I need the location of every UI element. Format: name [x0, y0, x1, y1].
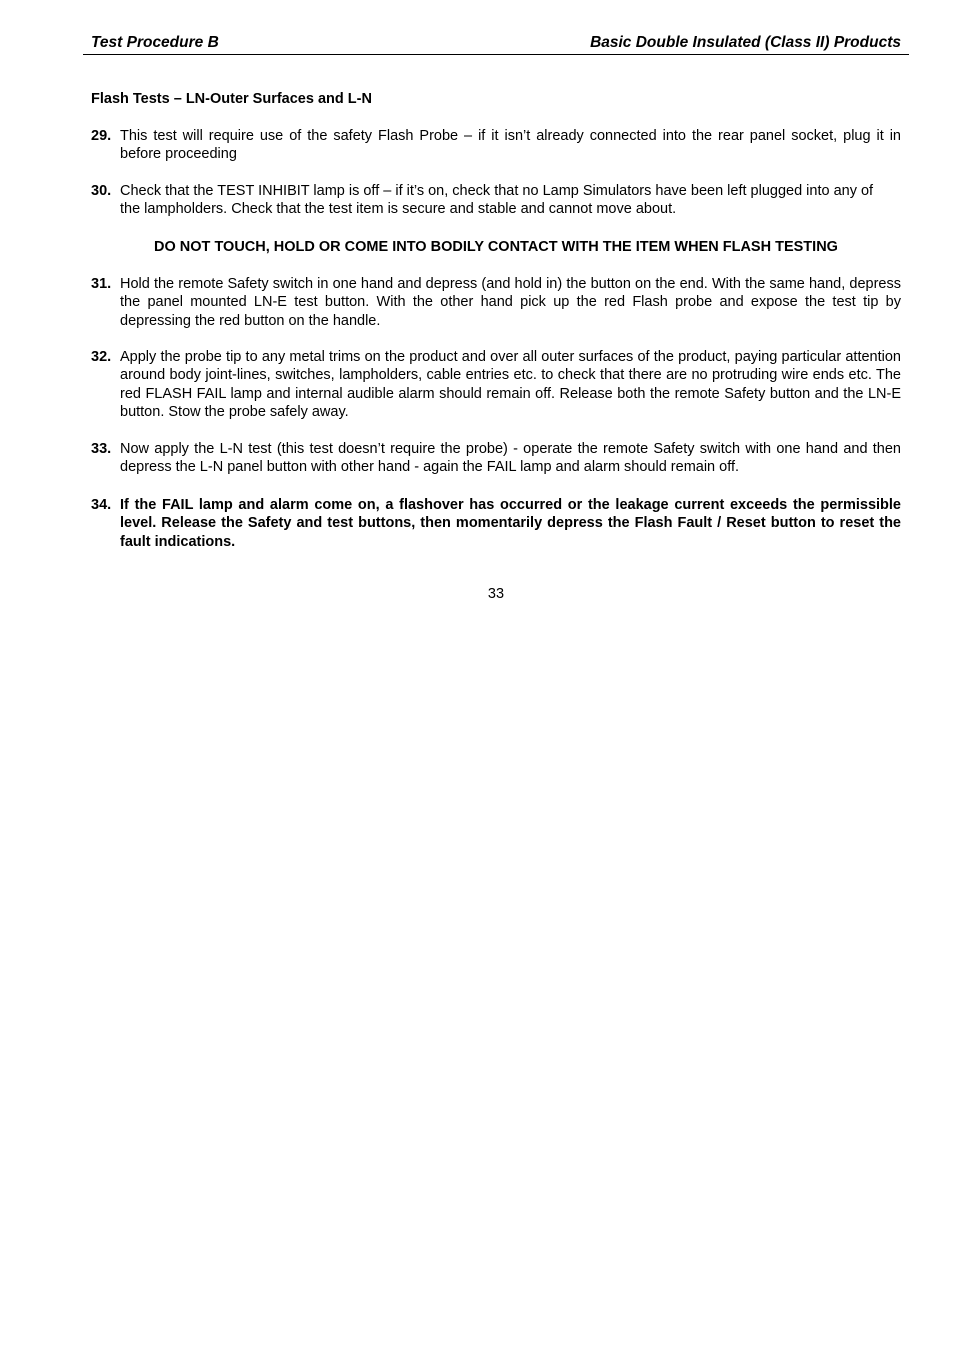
step-number: 29.	[91, 128, 112, 144]
running-header	[83, 33, 909, 55]
step-29	[91, 127, 901, 164]
step-text: Check that the TEST INHIBIT lamp is off – if it’s on, check that no Lamp Simulators have been left plugged into any of the lampholders. Check that the test item is secure and stable and cannot move about.	[120, 183, 874, 218]
step-34	[91, 496, 901, 551]
header-procedure-title: Test Procedure B	[91, 34, 219, 51]
step-32	[91, 348, 901, 422]
step-33	[91, 440, 901, 477]
safety-warning: DO NOT TOUCH, HOLD OR COME INTO BODILY CONTACT WITH THE ITEM WHEN FLASH TESTING	[154, 239, 838, 255]
page-number: 33	[487, 586, 505, 602]
step-text: Apply the probe tip to any metal trims on the product and over all outer surfaces of the product, paying particular attention around body joint-lines, switches, lampholders, cable entries etc. to check that there are no protruding wire ends etc. The red FLASH FAIL lamp and internal audible alarm should remain off. Release both the remote Safety button and the LN-E button. Stow the probe safely away.	[120, 349, 901, 421]
step-text: If the FAIL lamp and alarm come on, a flashover has occurred or the leakage current exceeds the permissible level. Release the Safety and test buttons, then momentarily depress the Flash Fault / Reset button to reset the fault indications.	[120, 497, 901, 550]
step-30	[91, 182, 901, 219]
step-number: 31.	[91, 276, 112, 292]
step-31	[91, 275, 901, 330]
step-number: 30.	[91, 183, 112, 199]
step-number: 32.	[91, 349, 112, 365]
header-product-class: Basic Double Insulated (Class II) Products	[590, 34, 901, 51]
step-text: Hold the remote Safety switch in one hand and depress (and hold in) the button on the end. With the same hand, depress the panel mounted LN-E test button. With the other hand pick up the red Flash probe and expose the test tip by depressing the red button on the handle.	[120, 276, 901, 329]
step-number: 33.	[91, 441, 112, 457]
step-text: Now apply the L-N test (this test doesn’t require the probe) - operate the remote Safety switch with one hand and then depress the L-N panel button with other hand - again the FAIL lamp and alarm should remain off.	[120, 441, 901, 476]
step-number: 34.	[91, 497, 112, 513]
section-heading: Flash Tests – LN-Outer Surfaces and L-N	[91, 91, 372, 107]
step-text: This test will require use of the safety Flash Probe – if it isn’t already connected into the rear panel socket, plug it in before proceeding	[120, 128, 901, 163]
